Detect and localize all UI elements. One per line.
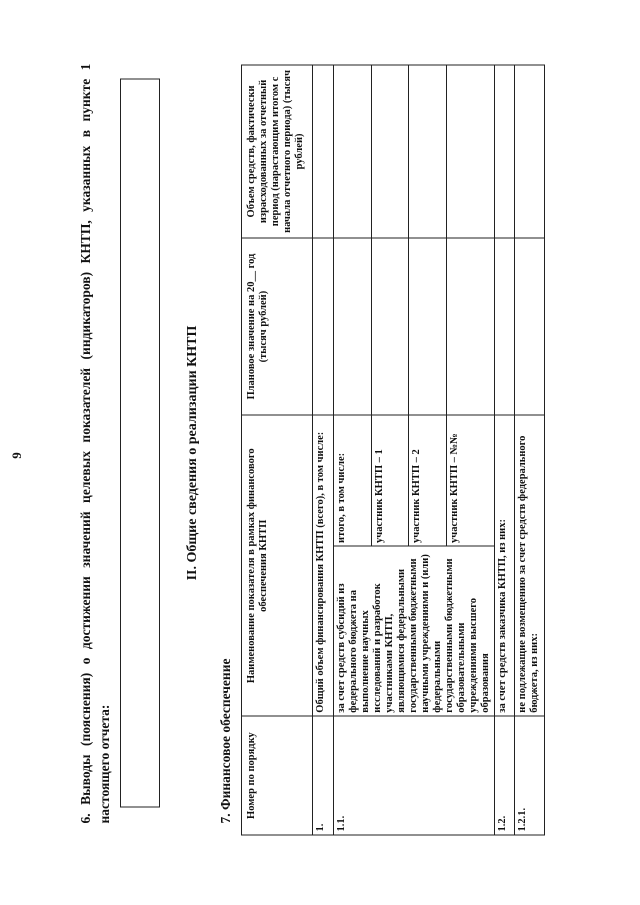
row-1-2-number: 1.2. (495, 716, 515, 835)
row-1-number: 1. (313, 716, 334, 835)
row-1-2-actual-cell[interactable] (495, 65, 515, 238)
table-row (495, 65, 515, 835)
row-1-2-1-number: 1.2.1. (515, 716, 545, 835)
financing-table (241, 64, 545, 835)
row-1-2-planned-cell[interactable] (495, 237, 515, 414)
section-7-heading: 7. Финансовое обеспечение (218, 658, 233, 823)
row-1-2-label: за счет средств заказчика КНТП, из них: (495, 415, 515, 716)
row-1-1-sub-total: итого, в том числе: (334, 415, 372, 546)
participant-2-planned-cell[interactable] (409, 237, 446, 414)
participant-1-actual-cell[interactable] (372, 65, 409, 238)
row-1-1-participant-n: участник КНТП – №№ (446, 415, 494, 546)
header-planned-value: Плановое значение на 20__ год (тысяч рублей) (242, 237, 313, 414)
participant-n-actual-cell[interactable] (446, 65, 494, 238)
row-1-actual-cell[interactable] (313, 65, 334, 238)
row-1-1-total-planned-cell[interactable] (334, 237, 372, 414)
participant-n-planned-cell[interactable] (446, 237, 494, 414)
participant-2-actual-cell[interactable] (409, 65, 446, 238)
table-row (515, 65, 545, 835)
row-1-2-1-planned-cell[interactable] (515, 237, 545, 414)
table-header-row (242, 65, 313, 835)
row-1-planned-cell[interactable] (313, 237, 334, 414)
page-number: 9 (9, 451, 24, 459)
section-6-line-1: 6. Выводы (пояснения) о достижении значений целевых показателей (индикаторов) КНТП, указанных в пункте 1 (78, 63, 93, 823)
row-1-1-number: 1.1. (334, 716, 495, 835)
row-1-2-1-actual-cell[interactable] (515, 65, 545, 238)
row-1-1-total-actual-cell[interactable] (334, 65, 372, 238)
section-6-line-2: настоящего отчета: (97, 704, 112, 823)
row-1-1-participant-2: участник КНТП – 2 (409, 415, 446, 546)
part-2-title: II. Общие сведения о реализации КНТП (185, 325, 200, 580)
table-row (334, 65, 372, 835)
section-6-answer-box[interactable] (120, 78, 160, 807)
row-1-label: Общий объем финансирования КНТП (всего), в том числе: (313, 415, 334, 716)
header-number: Номер по порядку (242, 716, 313, 835)
header-indicator-name: Наименование показателя в рамках финансового обеспечения КНТП (242, 415, 313, 716)
row-1-1-label: за счет средств субсидий из федерального бюджета на выполнение научных исследований и разработок участниками КНТП, являющимися федеральными государственными бюджетными научными учреждениями и (или) федеральными государственными бюджетными образовательными учреждениями высшего образования (334, 546, 495, 716)
table-row (313, 65, 334, 835)
row-1-1-participant-1: участник КНТП – 1 (372, 415, 409, 546)
participant-1-planned-cell[interactable] (372, 237, 409, 414)
header-actual-spent: Объем средств, фактически израсходованных за отчетный период (нарастающим итогом с начала отчетного периода) (тысяч рублей) (242, 65, 313, 238)
section-6-conclusions (76, 63, 114, 823)
row-1-2-1-label: не подлежащие возмещению за счет средств федерального бюджета, из них: (515, 415, 545, 716)
